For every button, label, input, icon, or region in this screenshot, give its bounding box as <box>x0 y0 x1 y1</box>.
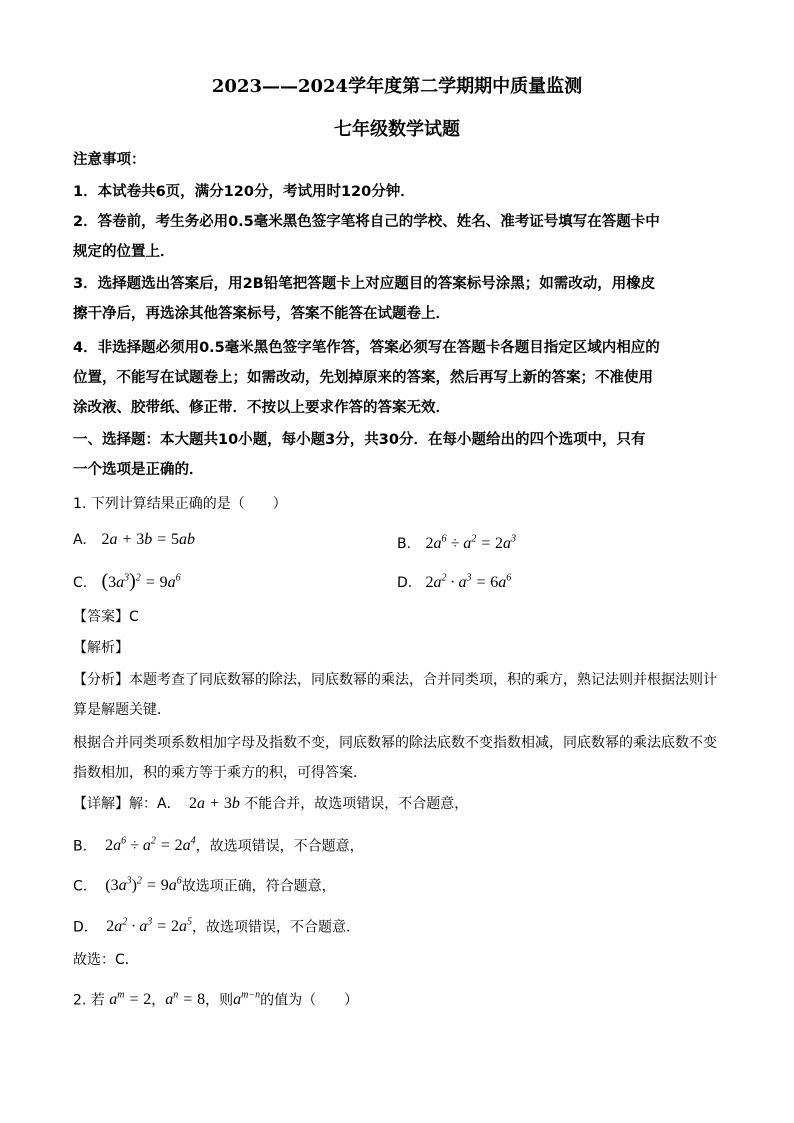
choice-line: 故选：C． <box>73 952 139 968</box>
q2-formula-3: $a^{m-n}$ <box>233 990 261 1009</box>
detail-c-tail: 故选项正确，符合题意， <box>181 878 336 895</box>
q2-formula-1: $a^m = 2$ <box>109 990 152 1009</box>
analysis-line-2: 算是解题关键． <box>73 702 171 718</box>
option-b-key: B. <box>397 536 412 553</box>
section-heading-line-1: 一、选择题：本大题共10小题，每小题3分，共30分．在每小题给出的四个选项中，只有 <box>73 432 646 448</box>
option-a[interactable] <box>73 529 195 551</box>
section-heading-line-2: 一个选项是正确的． <box>73 462 204 478</box>
q2-formula-2: $a^n = 8$ <box>165 990 206 1009</box>
detail-a <box>73 794 733 814</box>
detail-b-tail: ，故选项错误，不合题意， <box>195 838 364 855</box>
option-b-formula: $2a^6 \div a^2 = 2a^3$ <box>425 534 517 553</box>
detail-b <box>73 832 733 856</box>
detail-a-tail: 不能合并，故选项错误，不合题意， <box>244 796 469 812</box>
notes-heading: 注意事项： <box>73 152 146 168</box>
detail-d-formula: $2a^2 \cdot a^3 = 2a^5$ <box>106 917 193 936</box>
q2-stem-pre: 2. 若 <box>73 992 105 1009</box>
q2-stem-end: 的值为（ ） <box>260 992 359 1009</box>
detail-a-formula: 2a + 3b <box>189 795 240 812</box>
option-d-formula: $2a^2 \cdot a^3 = 6a^6$ <box>425 573 512 592</box>
option-d[interactable] <box>397 568 511 594</box>
detail-a-prefix: 【详解】解：A． <box>73 796 181 812</box>
option-c[interactable] <box>73 568 181 594</box>
detail-b-key: B． <box>73 838 97 855</box>
exam-title: 2023——2024学年度第二学期期中质量监测 <box>211 76 583 97</box>
note-4-line-2: 位置，不能写在试题卷上；如需改动，先划掉原来的答案，然后再写上新的答案；不准使用 <box>73 370 653 386</box>
note-2-line-2: 规定的位置上． <box>73 244 175 260</box>
detail-c-key: C． <box>73 878 97 895</box>
rule-line-1: 根据合并同类项系数相加字母及指数不变，同底数幂的除法底数不变指数相减，同底数幂的乘法底数不变 <box>73 735 717 751</box>
note-3-line-2: 擦干净后，再选涂其他答案标号，答案不能答在试题卷上． <box>73 306 450 322</box>
detail-c <box>73 872 733 896</box>
q2-stem-post: ，则 <box>205 992 234 1009</box>
q2-stem-mid: ， <box>151 992 166 1009</box>
note-4-line-1: 4．非选择题必须用0.5毫米黑色签字笔作答，答案必须写在答题卡各题目指定区域内相应的 <box>73 340 660 356</box>
option-b[interactable] <box>397 529 516 555</box>
note-1: 1．本试卷共6页，满分120分，考试用时120分钟． <box>73 184 415 200</box>
detail-b-formula: $2a^6 \div a^2 = 2a^4$ <box>105 836 196 855</box>
exam-subtitle: 七年级数学试题 <box>334 119 460 140</box>
option-c-formula: $(3a^3)^2 = 9a^6$ <box>101 570 181 593</box>
option-a-key: A. <box>73 532 87 548</box>
option-c-key: C. <box>73 575 88 592</box>
analysis-line-1: 【分析】本题考查了同底数幂的除法，同底数幂的乘法，合并同类项，积的乘方，熟记法则并根据法则计 <box>73 672 717 688</box>
detail-d-tail: ，故选项错误，不合题意． <box>192 919 361 936</box>
detail-c-formula: $(3a^3)^2 = 9a^6$ <box>105 876 182 895</box>
answer-label: 【答案】C <box>73 609 139 625</box>
question-1-stem: 1. 下列计算结果正确的是（ ） <box>73 496 287 512</box>
rule-line-2: 指数相加，积的乘方等于乘方的积，可得答案． <box>73 765 367 781</box>
option-a-formula: 2a + 3b = 5ab <box>101 531 196 548</box>
note-3-line-1: 3．选择题选出答案后，用2B铅笔把答题卡上对应题目的答案标号涂黑；如需改动，用橡皮 <box>73 276 656 292</box>
note-4-line-3: 涂改液、胶带纸、修正带．不按以上要求作答的答案无效． <box>73 400 450 416</box>
note-2-line-1: 2．答卷前，考生务必用0.5毫米黑色签字笔将自己的学校、姓名、准考证号填写在答题卡中 <box>73 214 660 230</box>
detail-d-key: D． <box>73 919 98 936</box>
question-2-stem <box>73 986 733 1010</box>
jiexi-label: 【解析】 <box>73 640 129 656</box>
detail-d <box>73 913 733 937</box>
option-d-key: D. <box>397 575 413 592</box>
